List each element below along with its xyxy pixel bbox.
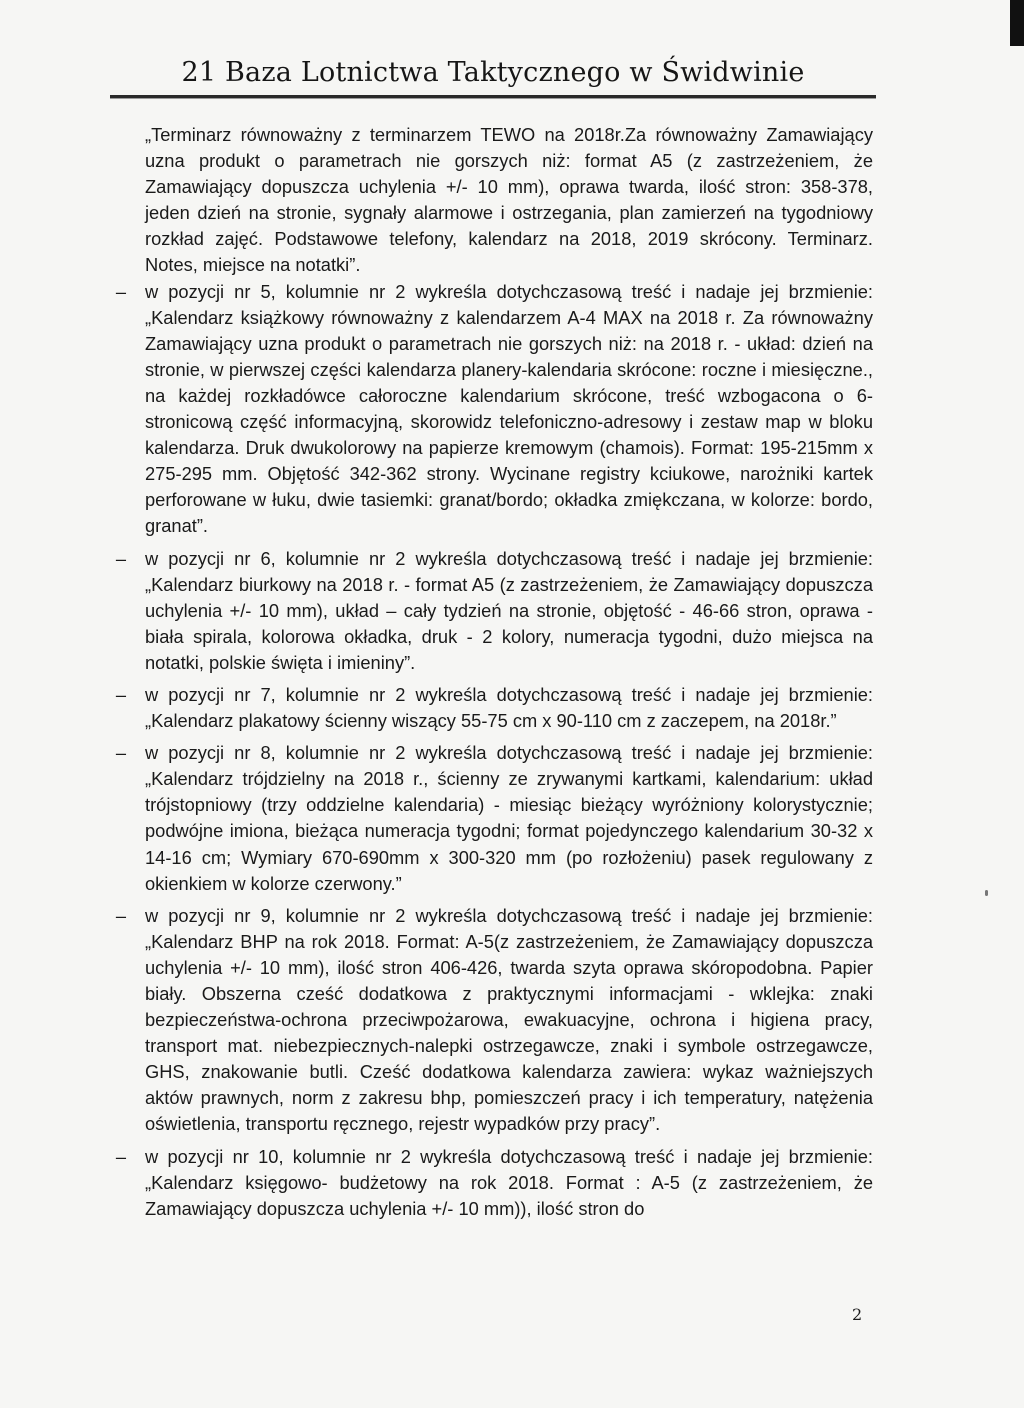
list-item [115, 903, 873, 1138]
list-item [115, 682, 873, 734]
list-dash: – [115, 683, 127, 705]
list-item [115, 1144, 873, 1222]
list-item [115, 279, 873, 540]
list-dash: – [115, 904, 127, 926]
list-item-text: w pozycji nr 7, kolumnie nr 2 wykreśla dotychczasową treść i nadaje jej brzmienie: „Kalendarz plakatowy ścienny wiszący 55-75 cm x 90-110 cm z zaczepem, na 2018r.” [145, 683, 873, 732]
scan-edge-mark [1010, 0, 1024, 46]
list-item [115, 740, 873, 897]
header-rule [110, 95, 876, 99]
amendment-list [115, 279, 873, 1222]
scan-speck [985, 890, 988, 896]
list-item-text: w pozycji nr 5, kolumnie nr 2 wykreśla dotychczasową treść i nadaje jej brzmienie: „Kalendarz książkowy równoważny z kalendarzem A-4 MAX na 2018 r. Za równoważny Zamawiający uzna produkt o parametrach nie gorszych niż: na 2018 r. - układ: dzień na stronie, w pierwszej części kalendarza planery-kalendaria skrócone: roczne i miesięczne., na każdej rozkładówce całoroczne kalendarium skrócone, treść wzbogacona o 6-stronicową część informacyjną, skorowidz telefoniczno-adresowy i zestaw map w bloku kalendarza. Druk dwukolorowy na papierze kremowym (chamois). Format: 195-215mm x 275-295 mm. Objętość 342-362 strony. Wycinane registry kciukowe, narożniki kartek perforowane w łuku, dwie tasiemki: granat/bordo; okładka zmiękczana, w kolorze: bordo, granat”. [145, 280, 873, 537]
list-item-text: w pozycji nr 8, kolumnie nr 2 wykreśla dotychczasową treść i nadaje jej brzmienie: „Kalendarz trójdzielny na 2018 r., ścienny ze zrywanymi kartkami, kalendarium: układ trójstopniowy (trzy oddzielne kalendaria) - miesiąc bieżący wyróżniony kolorystycznie; podwójne imiona, bieżąca numeracja tygodni; format pojedynczego kalendarium 30-32 x 14-16 cm; Wymiary 670-690mm x 300-320 mm (po rozłożeniu) pasek regulowany z okienkiem w kolorze czerwony.” [145, 742, 873, 894]
list-dash: – [115, 280, 127, 302]
page-number: 2 [852, 1305, 863, 1324]
intro-paragraph: „Terminarz równoważny z terminarzem TEWO na 2018r.Za równoważny Zamawiający uzna produkt o parametrach nie gorszych niż: format A5 (z zastrzeżeniem, że Zamawiający dopuszcza uchylenia +/- 10 mm), oprawa twarda, ilość stron: 358-378, jeden dzień na stronie, sygnały alarmowe i ostrzegania, plan zamierzeń na tygodniowy rozkład zajęć. Podstawowe telefony, kalendarz na 2018, 2019 skrócony. Terminarz. Notes, miejsce na notatki”. [145, 124, 873, 276]
document-body [115, 122, 873, 1222]
header-title: 21 Baza Lotnictwa Taktycznego w Świdwinie [181, 57, 805, 88]
list-item-text: w pozycji nr 9, kolumnie nr 2 wykreśla dotychczasową treść i nadaje jej brzmienie: „Kalendarz BHP na rok 2018. Format: A-5(z zastrzeżeniem, że Zamawiający dopuszcza uchylenia +/- 10 mm), ilość stron 406-426, twarda szyta oprawa skóropodobna. Papier biały. Obszerna cześć dodatkowa z praktycznymi informacjami - wklejka: znaki bezpieczeństwa-ochrona przeciwpożarowa, ewakuacyjne, ochrona i higiena pracy, transport mat. niebezpiecznych-nalepki ostrzegawcze, znaki i symbole ostrzegawcze, GHS, znakowanie butli. Cześć dodatkowa kalendarza zawiera: wykaz ważniejszych aktów prawnych, norm z zakresu bhp, pomieszczeń pracy i ich temperatury, natężenia oświetlenia, transportu ręcznego, rejestr wypadków przy pracy”. [145, 904, 873, 1135]
list-dash: – [115, 547, 127, 569]
page-header [110, 55, 876, 99]
list-dash: – [115, 1145, 127, 1167]
list-item-text: w pozycji nr 6, kolumnie nr 2 wykreśla dotychczasową treść i nadaje jej brzmienie: „Kalendarz biurkowy na 2018 r. - format A5 (z zastrzeżeniem, że Zamawiający dopuszcza uchylenia +/- 10 mm), układ – cały tydzień na stronie, objętość - 46-66 stron, oprawa - biała spirala, kolorowa okładka, druk - 2 kolory, numeracja tygodni, dużo miejsca na notatki, polskie święta i imieniny”. [145, 547, 873, 673]
list-item-text: w pozycji nr 10, kolumnie nr 2 wykreśla dotychczasową treść i nadaje jej brzmienie: „Kalendarz księgowo- budżetowy na rok 2018. Format : A-5 (z zastrzeżeniem, że Zamawiający dopuszcza uchylenia +/- 10 mm)), ilość stron do [145, 1145, 873, 1219]
list-dash: – [115, 742, 127, 764]
list-item [115, 546, 873, 676]
